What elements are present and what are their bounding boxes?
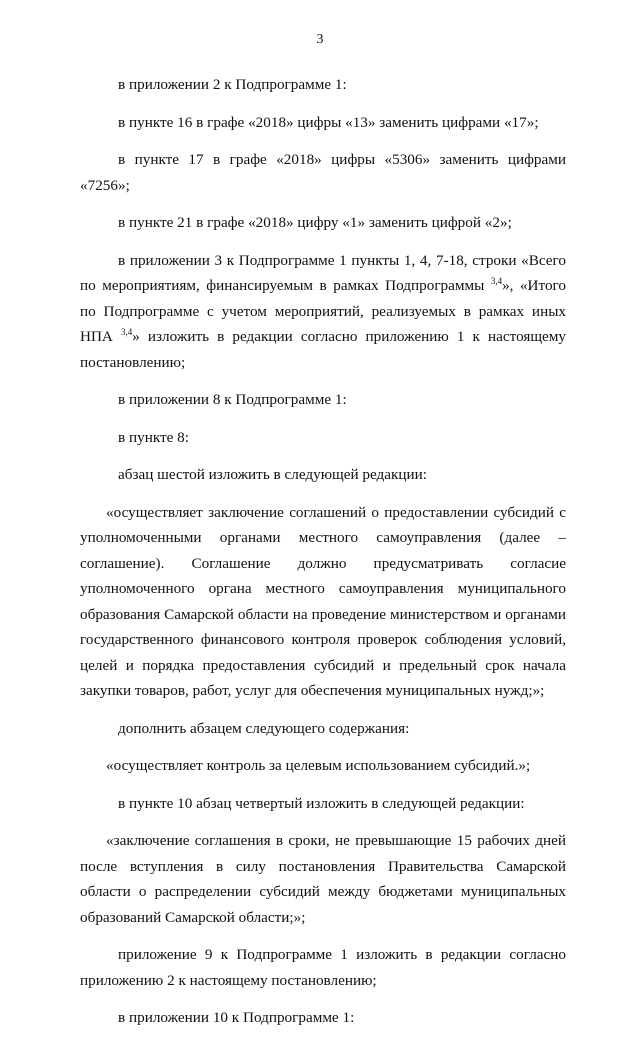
page-number: 3	[316, 32, 324, 47]
paragraph-appendix-8: в приложении 8 к Подпрограмме 1:	[118, 391, 347, 408]
document-body	[80, 72, 566, 1043]
paragraph-appendix-3-text-end: » изложить в редакции согласно приложению 1 к настоящему постановлению;	[80, 328, 566, 371]
footnote-ref-2: 3,4	[121, 326, 133, 337]
paragraph-quote-conclusion: «заключение соглашения в сроки, не превышающие 15 рабочих дней после вступления в силу постановления Правительства Самарской области о распределении субсидий между бюджетами муниципальных образований Самарской области;»;	[80, 832, 566, 926]
paragraph-appendix-3-text-middle: », «Итого по Подпрограмме с учетом мероприятий, реализуемых в рамках иных НПА	[80, 277, 566, 345]
paragraph-appendix-10: в приложении 10 к Подпрограмме 1:	[118, 1009, 355, 1026]
paragraph-quote-control: «осуществляет контроль за целевым использованием субсидий.»;	[106, 757, 531, 774]
paragraph-item-21: в пункте 21 в графе «2018» цифру «1» заменить цифрой «2»;	[118, 214, 512, 231]
paragraph-item-17: в пункте 17 в графе «2018» цифры «5306» заменить цифрами «7256»;	[80, 151, 566, 194]
paragraph-appendix-2: в приложении 2 к Подпрограмме 1:	[118, 76, 347, 93]
paragraph-quote-agreements: «осуществляет заключение соглашений о предоставлении субсидий с уполномоченными органами местного самоуправления (далее – соглашение). Соглашение должно предусматривать согласие уполномоченного органа местного самоуправления муниципального образования Самарской области на проведение министерством и органами государственного финансового контроля проверок соблюдения условий, целей и порядка предоставления субсидий и предельный срок начала закупки товаров, работ, услуг для обеспечения муниципальных нужд;»;	[80, 503, 566, 699]
paragraph-sixth-paragraph: абзац шестой изложить в следующей редакции:	[118, 466, 427, 483]
footnote-ref-1: 3,4	[490, 275, 503, 286]
paragraph-appendix-9: приложение 9 к Подпрограмме 1 изложить в редакции согласно приложению 2 к настоящему постановлению;	[80, 946, 566, 989]
paragraph-add-paragraph: дополнить абзацем следующего содержания:	[118, 719, 410, 737]
paragraph-item-8: в пункте 8:	[118, 428, 189, 446]
paragraph-appendix-3	[80, 248, 566, 376]
paragraph-item-10: в пункте 10 абзац четвертый изложить в следующей редакции:	[118, 794, 525, 812]
paragraph-appendix-3-text-start: в приложении 3 к Подпрограмме 1 пункты 1, 4, 7-18, строки «Всего по мероприятиям, финансируемым в рамках Подпрограммы	[80, 251, 566, 294]
paragraph-item-16: в пункте 16 в графе «2018» цифры «13» заменить цифрами «17»;	[118, 113, 539, 131]
